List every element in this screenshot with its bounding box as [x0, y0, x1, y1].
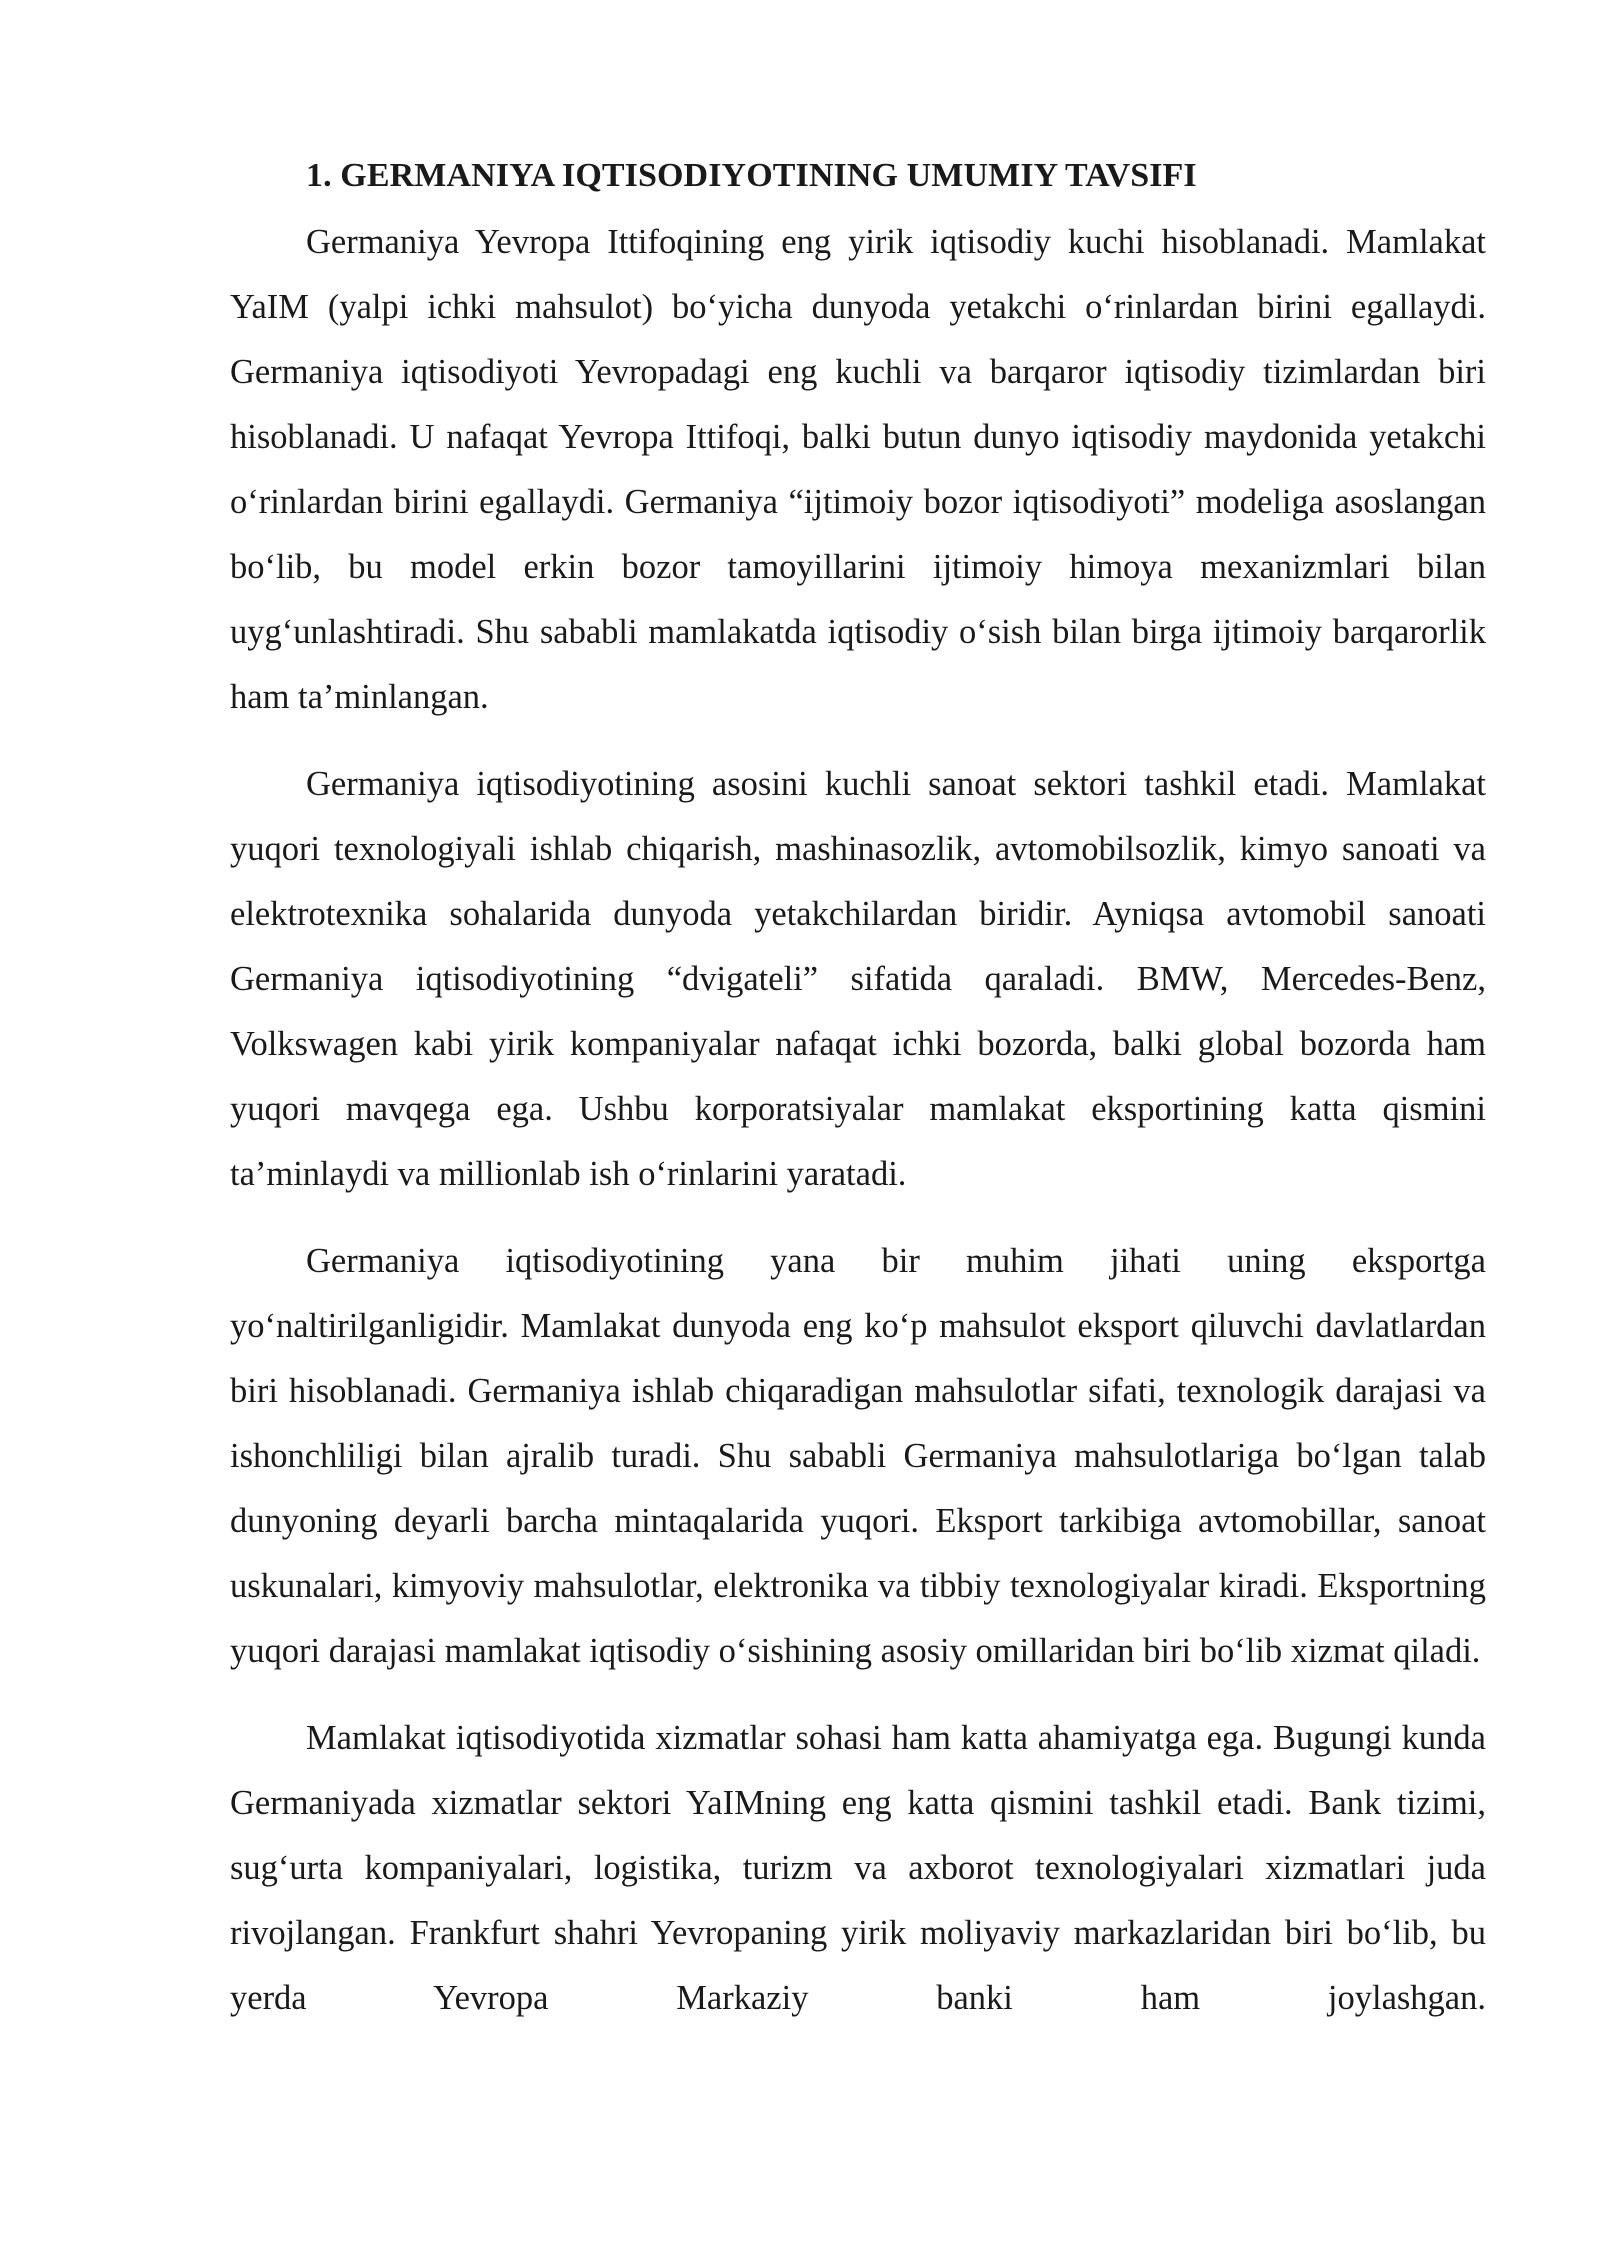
paragraph-4: Mamlakat iqtisodiyotida xizmatlar sohasi ham katta ahamiyatga ega. Bugungi kunda Germaniyada xizmatlar sektori YaIMning eng katta qismini tashkil etadi. Bank tizimi, sug‘urta kompaniyalari, logistika, turizm va axborot texnologiyalari xizmatlari juda rivojlangan. Frankfurt shahri Yevropaning yirik moliyaviy markazlaridan biri bo‘lib, bu yerda Yevropa Markaziy banki ham joylashgan.: [230, 1719, 1486, 2017]
paragraph-2: Germaniya iqtisodiyotining asosini kuchli sanoat sektori tashkil etadi. Mamlakat yuqori texnologiyali ishlab chiqarish, mashinasozlik, avtomobilsozlik, kimyo sanoati va elektrotexnika sohalarida dunyoda yetakchilardan biridir. Ayniqsa avtomobil sanoati Germaniya iqtisodiyotining “dvigateli” sifatida qaraladi. BMW, Mercedes-Benz, Volkswagen kabi yirik kompaniyalar nafaqat ichki bozorda, balki global bozorda ham yuqori mavqega ega. Ushbu korporatsiyalar mamlakat eksportining katta qismini ta’minlaydi va millionlab ish o‘rinlarini yaratadi.: [230, 765, 1486, 1193]
document-body: [230, 150, 1486, 2053]
section-heading: 1. GERMANIYA IQTISODIYOTINING UMUMIY TAVSIFI: [306, 157, 1197, 194]
paragraph-1: Germaniya Yevropa Ittifoqining eng yirik iqtisodiy kuchi hisoblanadi. Mamlakat YaIM (yalpi ichki mahsulot) bo‘yicha dunyoda yetakchi o‘rinlardan birini egallaydi. Germaniya iqtisodiyoti Yevropadagi eng kuchli va barqaror iqtisodiy tizimlardan biri hisoblanadi. U nafaqat Yevropa Ittifoqi, balki butun dunyo iqtisodiy maydonida yetakchi o‘rinlardan birini egallaydi. Germaniya “ijtimoiy bozor iqtisodiyoti” modeliga asoslangan bo‘lib, bu model erkin bozor tamoyillarini ijtimoiy himoya mexanizmlari bilan uyg‘unlashtiradi. Shu sababli mamlakatda iqtisodiy o‘sish bilan birga ijtimoiy barqarorlik ham ta’minlangan.: [230, 223, 1486, 716]
paragraph-3: Germaniya iqtisodiyotining yana bir muhim jihati uning eksportga yo‘naltirilganligidir. Mamlakat dunyoda eng ko‘p mahsulot eksport qiluvchi davlatlardan biri hisoblanadi. Germaniya ishlab chiqaradigan mahsulotlar sifati, texnologik darajasi va ishonchliligi bilan ajralib turadi. Shu sababli Germaniya mahsulotlariga bo‘lgan talab dunyoning deyarli barcha mintaqalarida yuqori. Eksport tarkibiga avtomobillar, sanoat uskunalari, kimyoviy mahsulotlar, elektronika va tibbiy texnologiyalar kiradi. Eksportning yuqori darajasi mamlakat iqtisodiy o‘sishining asosiy omillaridan biri bo‘lib xizmat qiladi.: [230, 1242, 1486, 1670]
